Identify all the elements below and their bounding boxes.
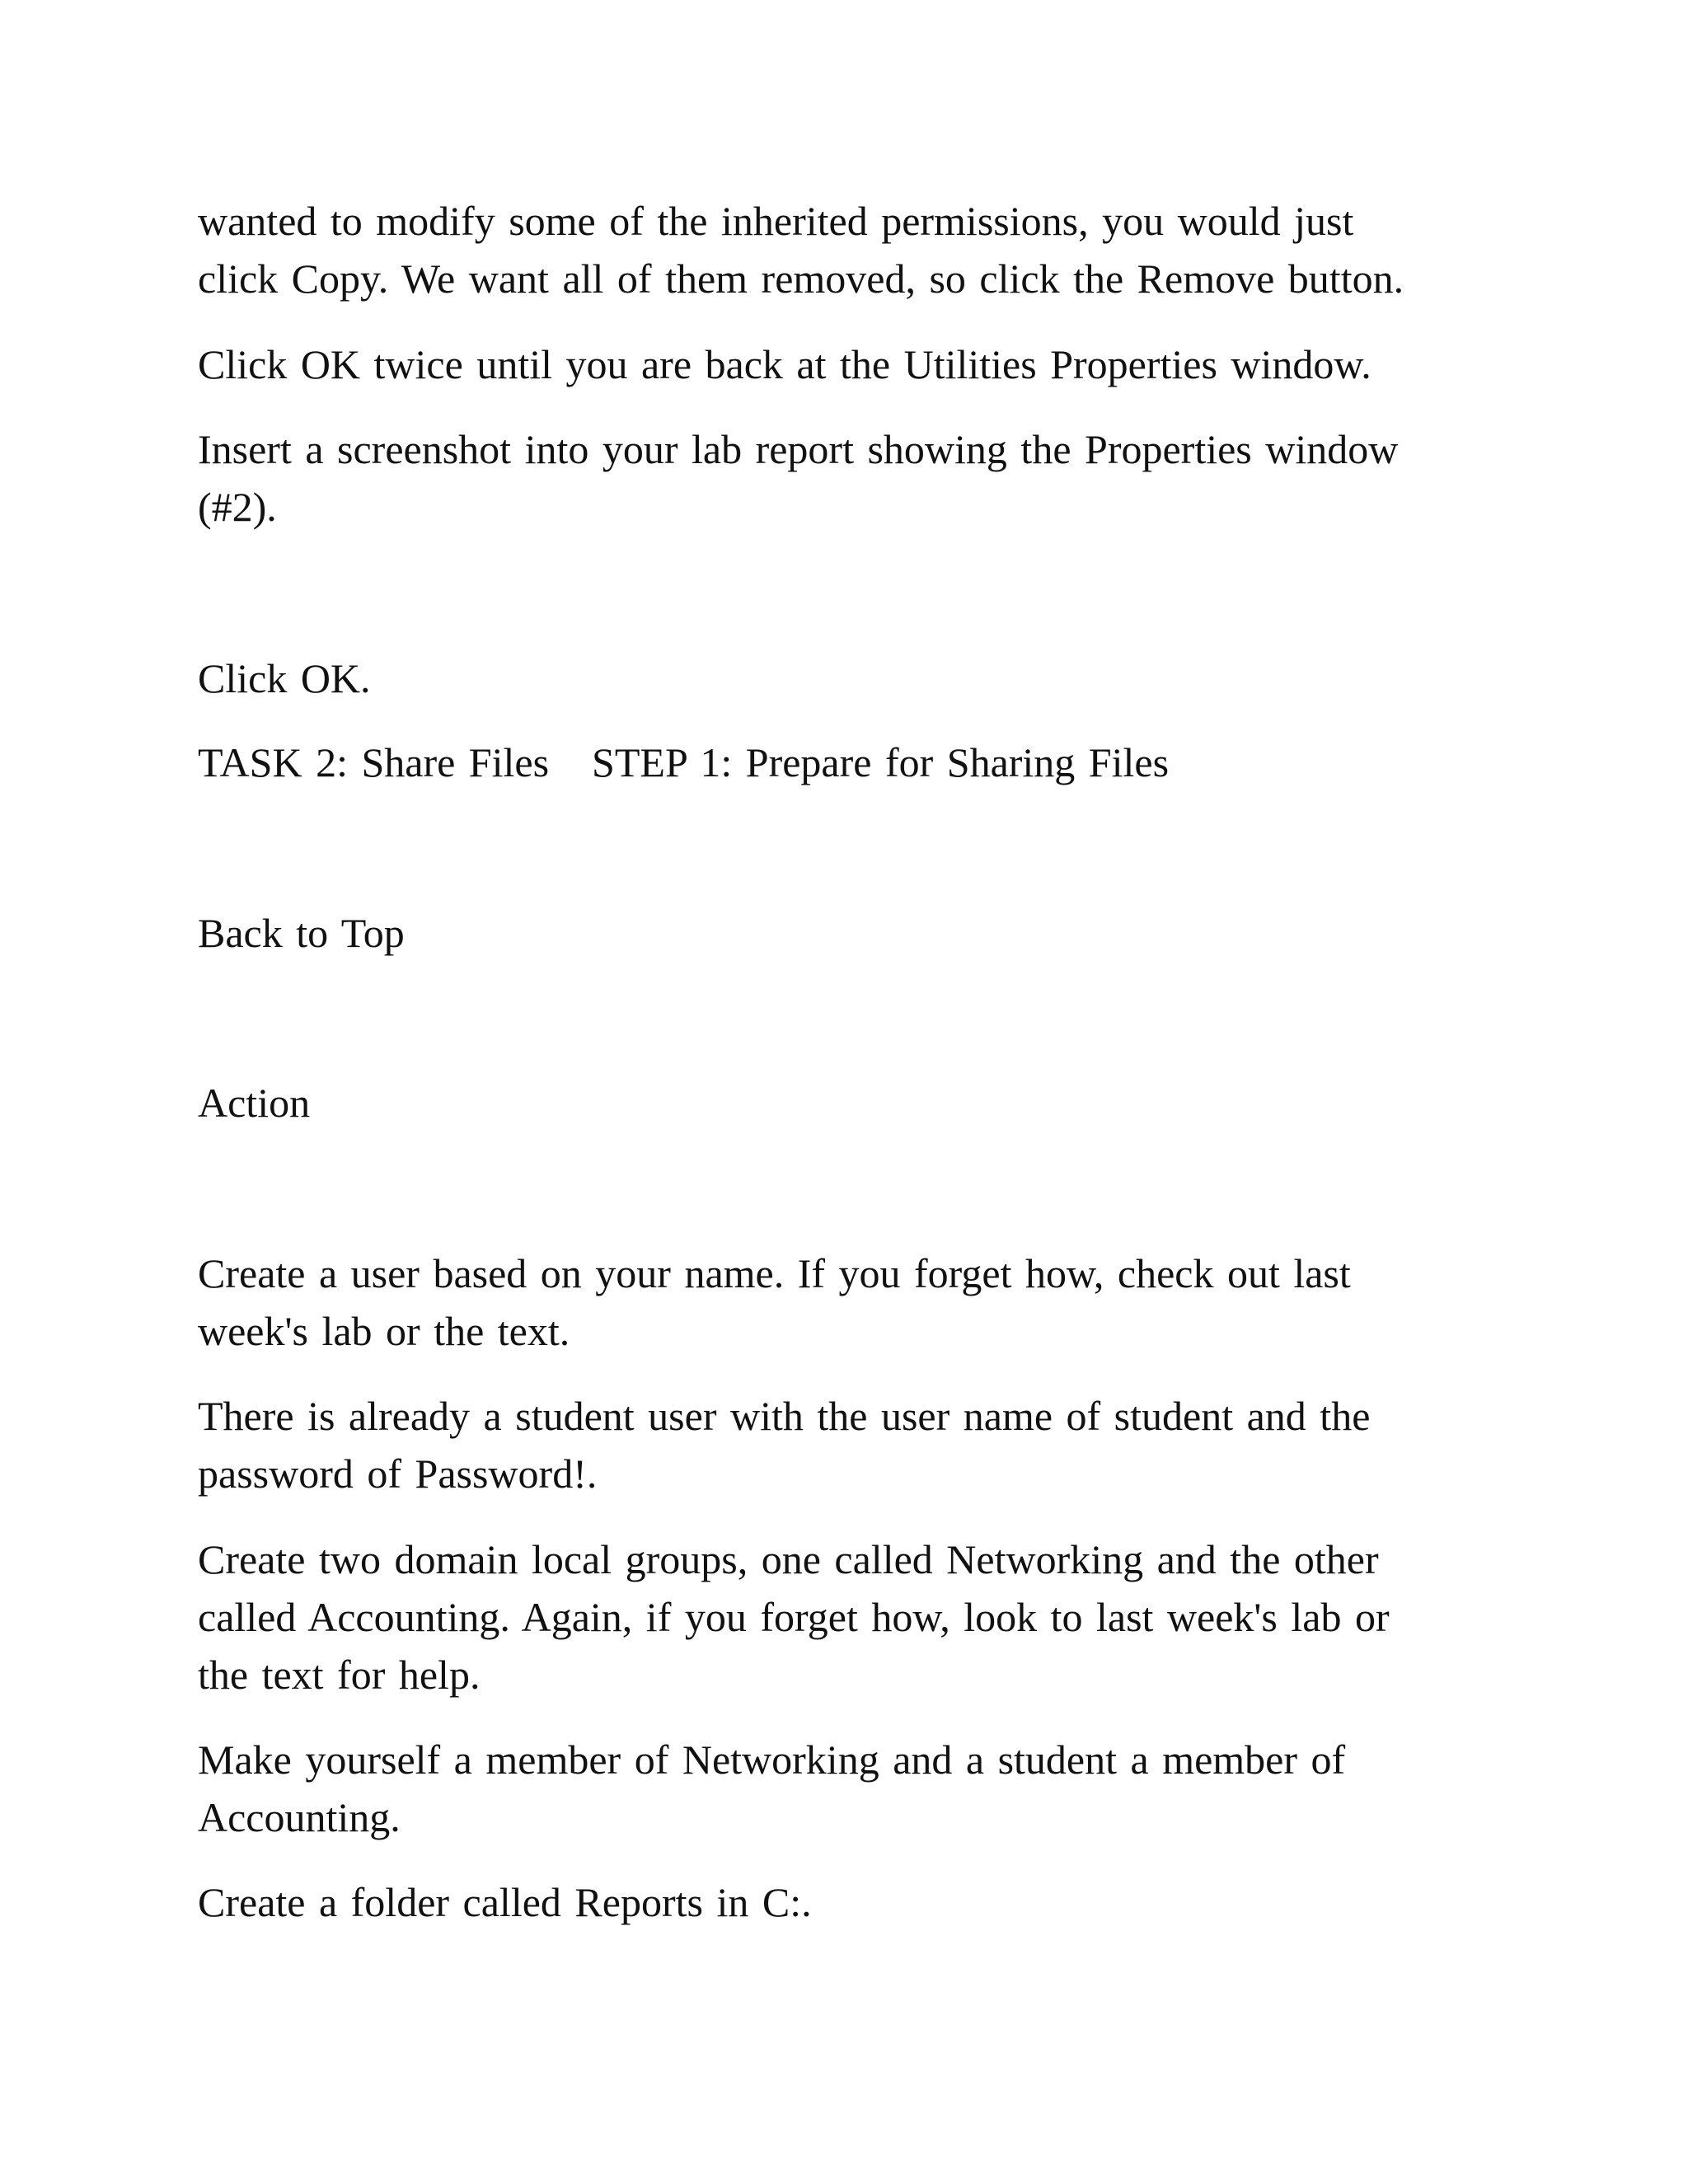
paragraph-line: called Accounting. Again, if you forget how, look to last week's lab or bbox=[198, 1594, 1390, 1640]
step-label: STEP 1: Prepare for Sharing Files bbox=[592, 739, 1170, 785]
paragraph-line: There is already a student user with the user name of student and the bbox=[198, 1393, 1371, 1439]
paragraph-line: Create a folder called Reports in C:. bbox=[198, 1879, 812, 1925]
paragraph-line: Accounting. bbox=[198, 1794, 401, 1840]
paragraph-line: Make yourself a member of Networking and a student a member of bbox=[198, 1736, 1346, 1783]
paragraph-line: (#2). bbox=[198, 484, 277, 530]
paragraph-line: week's lab or the text. bbox=[198, 1308, 570, 1354]
task-step-heading bbox=[198, 733, 1169, 791]
paragraph-line: password of Password!. bbox=[198, 1451, 598, 1497]
task-label: TASK 2: Share Files bbox=[198, 739, 550, 785]
action-heading: Action bbox=[198, 1080, 311, 1126]
paragraph-line: Click OK. bbox=[198, 655, 371, 701]
paragraph-line: Create two domain local groups, one called Networking and the other bbox=[198, 1536, 1379, 1582]
paragraph-line: wanted to modify some of the inherited permissions, you would just bbox=[198, 198, 1354, 244]
paragraph-line: click Copy. We want all of them removed, so click the Remove button. bbox=[198, 255, 1404, 302]
back-to-top-link[interactable]: Back to Top bbox=[198, 910, 405, 956]
paragraph-line: the text for help. bbox=[198, 1652, 481, 1698]
paragraph-line: Click OK twice until you are back at the Utilities Properties window. bbox=[198, 341, 1372, 387]
paragraph-line: Insert a screenshot into your lab report showing the Properties window bbox=[198, 426, 1399, 472]
paragraph-line: Create a user based on your name. If you forget how, check out last bbox=[198, 1250, 1351, 1296]
